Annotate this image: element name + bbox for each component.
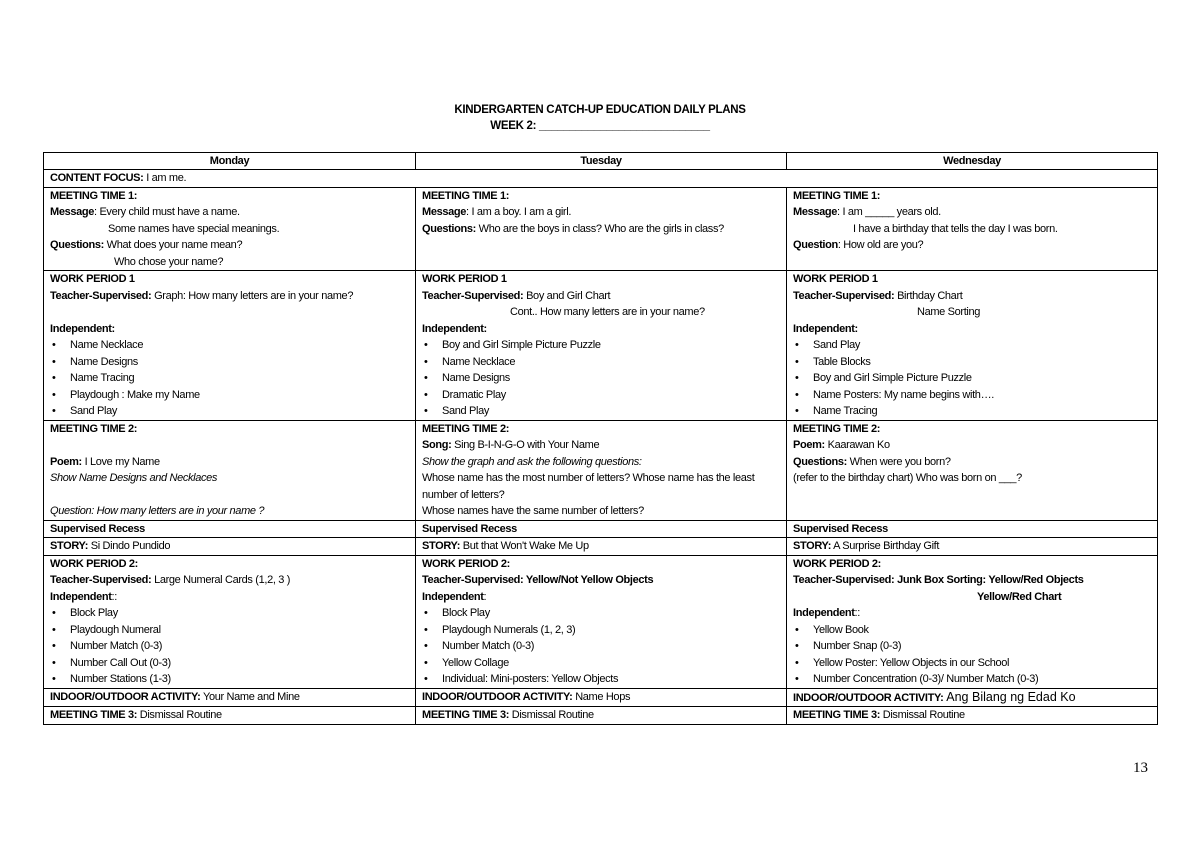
list-item: • Playdough Numerals (1, 2, 3): [422, 622, 780, 639]
story-text: A Surprise Birthday Gift: [831, 540, 940, 552]
content-focus-text: I am me.: [143, 172, 187, 184]
independent-label: Independent:: [422, 322, 487, 335]
teacher-supervised-label: Teacher-Supervised:: [793, 289, 895, 302]
meeting3-tuesday: [416, 707, 787, 725]
meeting3-text: Dismissal Routine: [880, 709, 965, 721]
list-item: • Boy and Girl Simple Picture Puzzle: [422, 337, 780, 354]
message-label: Message: [422, 206, 467, 218]
activity-label: INDOOR/OUTDOOR ACTIVITY:: [50, 690, 201, 703]
questions-text: What does your name mean?: [103, 239, 243, 251]
teacher-supervised-label: Teacher-Supervised:: [50, 574, 152, 586]
list-item: • Block Play: [422, 605, 780, 622]
recess-row: [44, 520, 1158, 538]
header-tuesday: Tuesday: [416, 153, 787, 170]
independent-suffix: ::: [111, 590, 117, 603]
work1-title: WORK PERIOD 1: [50, 273, 135, 285]
independent-list: [793, 622, 1151, 688]
message-label: Message: [50, 206, 95, 218]
story-text: Si Dindo Pundido: [88, 540, 171, 552]
independent-label: Independent: [50, 590, 112, 603]
activity-monday: [44, 688, 416, 707]
instruction-text: Show Name Designs and Necklaces: [50, 472, 218, 484]
message-text: : I am a boy. I am a girl.: [466, 206, 572, 218]
work1-monday: [44, 271, 416, 421]
work1-wednesday: [787, 271, 1158, 421]
work2-monday: [44, 555, 416, 688]
independent-list: [422, 605, 780, 688]
meeting1-title: MEETING TIME 1:: [50, 189, 138, 202]
independent-list: [50, 605, 409, 688]
meeting-time-2-row: [44, 420, 1158, 520]
activity-row: [44, 688, 1158, 707]
list-item: • Sand Play: [793, 337, 1151, 354]
teacher-supervised-label: Teacher-Supervised:: [422, 289, 524, 302]
teacher-supervised-text-2: Yellow/Red Chart: [977, 590, 1062, 603]
teacher-supervised-label: Teacher-Supervised:: [50, 289, 152, 302]
list-item: • Sand Play: [422, 403, 780, 420]
work-period-2-row: [44, 555, 1158, 688]
work1-title: WORK PERIOD 1: [422, 273, 507, 285]
list-item: • Name Tracing: [50, 370, 409, 387]
meeting-time-1-row: [44, 187, 1158, 271]
song-label: Song:: [422, 439, 452, 451]
list-item: • Yellow Poster: Yellow Objects in our School: [793, 655, 1151, 672]
header-monday: Monday: [44, 153, 416, 170]
questions-text-2: Who chose your name?: [114, 255, 224, 268]
activity-label: INDOOR/OUTDOOR ACTIVITY:: [793, 691, 944, 704]
poem-text: I Love my Name: [81, 455, 160, 468]
independent-suffix: ::: [854, 607, 860, 619]
recess-tuesday: Supervised Recess: [416, 520, 787, 538]
independent-label: Independent:: [50, 322, 115, 335]
teacher-supervised-text-2: Cont.. How many letters are in your name?: [510, 306, 705, 318]
questions-label: Questions:: [50, 239, 104, 251]
questions-label: Questions:: [793, 455, 847, 468]
list-item: • Dramatic Play: [422, 387, 780, 404]
story-wednesday: [787, 538, 1158, 556]
list-item: • Number Match (0-3): [422, 638, 780, 655]
meeting2-monday: [44, 420, 416, 520]
meeting2-title: MEETING TIME 2:: [793, 422, 881, 435]
header-row: [44, 153, 1158, 170]
meeting2-tuesday: [416, 420, 787, 520]
work2-title: WORK PERIOD 2:: [422, 557, 510, 570]
meeting3-text: Dismissal Routine: [137, 709, 222, 721]
teacher-supervised-text: Large Numeral Cards (1,2, 3 ): [151, 574, 291, 586]
teacher-supervised-text: Boy and Girl Chart: [523, 289, 611, 302]
teacher-supervised-label: Teacher-Supervised:: [422, 574, 524, 586]
meeting3-text: Dismissal Routine: [509, 709, 594, 721]
daily-plan-table: [43, 152, 1158, 725]
work2-title: WORK PERIOD 2:: [793, 557, 881, 570]
meeting-time-3-row: [44, 707, 1158, 725]
story-label: STORY:: [422, 540, 461, 552]
meeting1-title: MEETING TIME 1:: [793, 189, 881, 202]
story-label: STORY:: [50, 540, 89, 552]
meeting3-label: MEETING TIME 3:: [50, 709, 138, 721]
poem-text: Kaarawan Ko: [824, 439, 890, 451]
activity-tuesday: [416, 688, 787, 707]
independent-label: Independent: [793, 607, 855, 619]
list-item: • Sand Play: [50, 403, 409, 420]
list-item: • Number Stations (1-3): [50, 671, 409, 688]
list-item: • Name Designs: [422, 370, 780, 387]
story-monday: [44, 538, 416, 556]
meeting3-monday: [44, 707, 416, 725]
activity-label: INDOOR/OUTDOOR ACTIVITY:: [422, 690, 573, 703]
work1-tuesday: [416, 271, 787, 421]
activity-text: Ang Bilang ng Edad Ko: [943, 689, 1076, 704]
list-item: • Table Blocks: [793, 354, 1151, 371]
message-text: : I am _____ years old.: [837, 206, 941, 218]
teacher-supervised-text: Birthday Chart: [894, 289, 963, 302]
list-item: • Name Posters: My name begins with….: [793, 387, 1151, 404]
list-item: • Number Concentration (0-3)/ Number Match (0-3): [793, 671, 1151, 688]
question-text-2: (refer to the birthday chart) Who was born on ___?: [793, 472, 1022, 484]
question-text-2: Whose names have the same number of letters?: [422, 505, 644, 517]
meeting3-label: MEETING TIME 3:: [793, 709, 881, 721]
teacher-supervised-text: Yellow/Not Yellow Objects: [523, 574, 654, 586]
header-wednesday: Wednesday: [787, 153, 1158, 170]
poem-label: Poem:: [793, 439, 825, 451]
message-label: Message: [793, 206, 838, 218]
message-text-2: Some names have special meanings.: [108, 222, 280, 235]
list-item: • Number Call Out (0-3): [50, 655, 409, 672]
meeting2-title: MEETING TIME 2:: [50, 422, 138, 435]
message-text: : Every child must have a name.: [94, 206, 240, 218]
meeting1-title: MEETING TIME 1:: [422, 189, 510, 202]
content-focus-cell: [44, 170, 1158, 188]
activity-text: Your Name and Mine: [200, 690, 300, 703]
poem-label: Poem:: [50, 455, 82, 468]
list-item: • Boy and Girl Simple Picture Puzzle: [793, 370, 1151, 387]
teacher-supervised-text: Junk Box Sorting: Yellow/Red Objects: [894, 574, 1084, 586]
recess-wednesday: Supervised Recess: [787, 520, 1158, 538]
independent-label: Independent:: [793, 322, 858, 335]
question-label: Question: [793, 239, 838, 251]
message-text-2: I have a birthday that tells the day I was born.: [853, 222, 1058, 235]
independent-list: [422, 337, 780, 420]
activity-wednesday: [787, 688, 1158, 707]
story-label: STORY:: [793, 540, 832, 552]
teacher-supervised-label: Teacher-Supervised:: [793, 574, 895, 586]
independent-suffix: :: [483, 590, 487, 603]
activity-text: Name Hops: [572, 690, 631, 703]
question-text: Whose name has the most number of letters? Whose name has the least number of letters?: [422, 472, 755, 501]
list-item: • Yellow Collage: [422, 655, 780, 672]
independent-list: [50, 337, 409, 420]
work1-title: WORK PERIOD 1: [793, 273, 878, 285]
questions-text: Who are the boys in class? Who are the girls in class?: [475, 222, 724, 235]
work2-wednesday: [787, 555, 1158, 688]
meeting1-wednesday: [787, 187, 1158, 271]
recess-monday: Supervised Recess: [44, 520, 416, 538]
page-number: 13: [1133, 760, 1148, 776]
question-text: Question: How many letters are in your name ?: [50, 505, 265, 517]
list-item: • Name Designs: [50, 354, 409, 371]
content-focus-label: CONTENT FOCUS:: [50, 172, 144, 184]
meeting3-label: MEETING TIME 3:: [422, 709, 510, 721]
meeting1-tuesday: [416, 187, 787, 271]
work2-title: WORK PERIOD 2:: [50, 557, 138, 570]
work2-tuesday: [416, 555, 787, 688]
list-item: • Block Play: [50, 605, 409, 622]
story-row: [44, 538, 1158, 556]
list-item: • Yellow Book: [793, 622, 1151, 639]
question-text: : How old are you?: [837, 239, 924, 251]
list-item: • Name Necklace: [422, 354, 780, 371]
list-item: • Name Tracing: [793, 403, 1151, 420]
story-tuesday: [416, 538, 787, 556]
instruction-text: Show the graph and ask the following questions:: [422, 455, 642, 468]
meeting2-wednesday: [787, 420, 1158, 520]
work-period-1-row: [44, 271, 1158, 421]
list-item: • Number Match (0-3): [50, 638, 409, 655]
meeting1-monday: [44, 187, 416, 271]
list-item: • Number Snap (0-3): [793, 638, 1151, 655]
list-item: • Individual: Mini-posters: Yellow Objects: [422, 671, 780, 688]
independent-label: Independent: [422, 590, 484, 603]
questions-label: Questions:: [422, 222, 476, 235]
story-text: But that Won't Wake Me Up: [460, 540, 589, 552]
meeting2-title: MEETING TIME 2:: [422, 422, 510, 435]
independent-list: [793, 337, 1151, 420]
song-text: Sing B-I-N-G-O with Your Name: [451, 439, 600, 451]
teacher-supervised-text: Graph: How many letters are in your name?: [151, 289, 354, 302]
document-title: KINDERGARTEN CATCH-UP EDUCATION DAILY PLANS: [454, 104, 746, 116]
list-item: • Playdough : Make my Name: [50, 387, 409, 404]
list-item: • Playdough Numeral: [50, 622, 409, 639]
meeting3-wednesday: [787, 707, 1158, 725]
content-focus-row: [44, 170, 1158, 188]
list-item: • Name Necklace: [50, 337, 409, 354]
teacher-supervised-text-2: Name Sorting: [917, 306, 981, 318]
week-line: WEEK 2: ____________________________: [490, 120, 710, 132]
questions-text: When were you born?: [846, 455, 951, 468]
